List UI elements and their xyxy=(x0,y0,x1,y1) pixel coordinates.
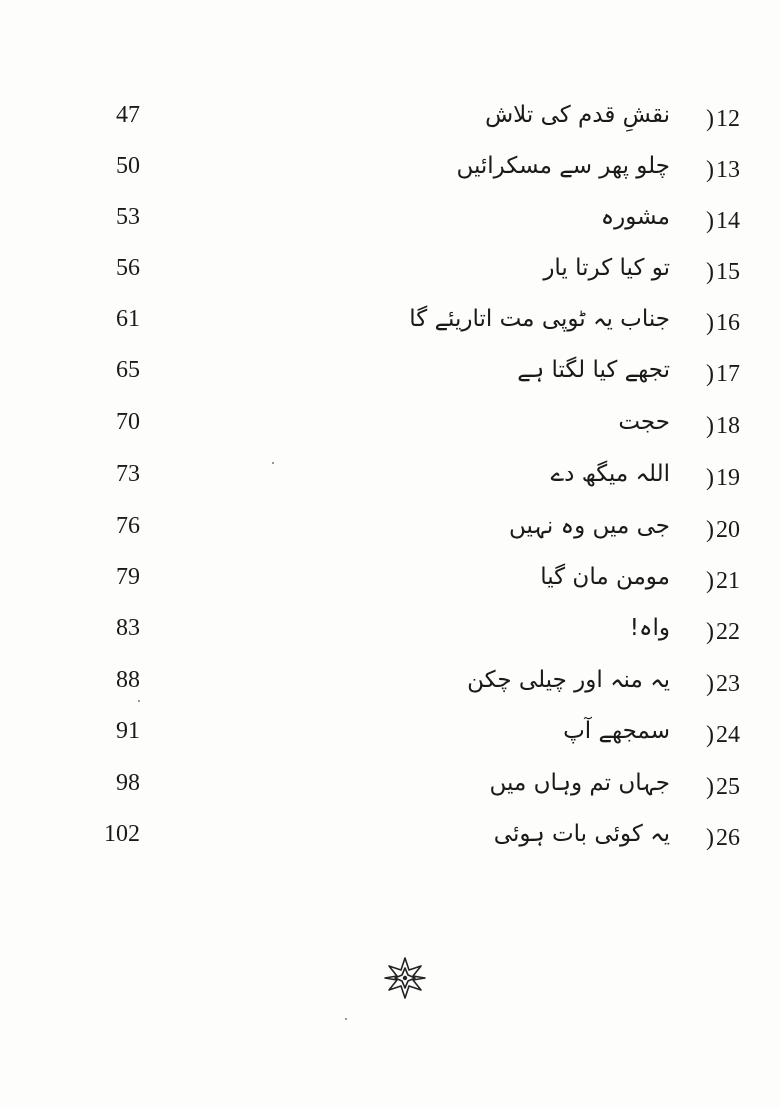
toc-entry xyxy=(0,766,780,814)
toc-entry-number-value: 14 xyxy=(716,208,740,234)
toc-entry-number-value: 24 xyxy=(716,722,740,748)
toc-entry-number xyxy=(680,671,740,698)
toc-entry-title: یہ کوئی بات ہوئی xyxy=(493,821,670,847)
toc-entry xyxy=(0,714,780,762)
toc-entry-paren: ) xyxy=(706,208,714,234)
toc-entry xyxy=(0,353,780,401)
toc-entry-paren: ) xyxy=(706,465,714,491)
toc-entry-number xyxy=(680,361,740,388)
toc-entry xyxy=(0,200,780,248)
toc-entry-number xyxy=(680,157,740,184)
toc-entry-title: جہاں تم وہاں میں xyxy=(489,770,670,796)
toc-entry-paren: ) xyxy=(706,106,714,132)
toc-entry-number xyxy=(680,722,740,749)
toc-page-number: 65 xyxy=(116,357,140,383)
toc-entry xyxy=(0,457,780,505)
toc-entry-title: مشورہ xyxy=(600,204,670,230)
toc-entry-paren: ) xyxy=(706,361,714,387)
toc-page-number: 83 xyxy=(116,615,140,641)
toc-entry-number xyxy=(680,259,740,286)
toc-entry-paren: ) xyxy=(706,671,714,697)
toc-entry-number-value: 23 xyxy=(716,671,740,697)
toc-page-number: 102 xyxy=(104,821,140,847)
toc-entry-paren: ) xyxy=(706,825,714,851)
toc-entry-title: واہ! xyxy=(629,615,670,641)
toc-entry-paren: ) xyxy=(706,568,714,594)
toc-entry-number-value: 17 xyxy=(716,361,740,387)
paper-speck xyxy=(272,462,274,464)
toc-entry-number xyxy=(680,774,740,801)
toc-entry-number-value: 18 xyxy=(716,413,740,439)
toc-entry-title: سمجھے آپ xyxy=(563,718,670,744)
toc-page-number: 56 xyxy=(116,255,140,281)
toc-entry-number-value: 16 xyxy=(716,310,740,336)
toc-entry-number xyxy=(680,465,740,492)
toc-entry-paren: ) xyxy=(706,722,714,748)
toc-entry-title: اللہ میگھ دے xyxy=(550,461,670,487)
toc-entry-number-value: 21 xyxy=(716,568,740,594)
star-ornament-icon xyxy=(383,956,427,1000)
toc-entry-paren: ) xyxy=(706,517,714,543)
toc-entry xyxy=(0,405,780,453)
toc-page-number: 61 xyxy=(116,306,140,332)
toc-entry-title: چلو پھر سے مسکرائیں xyxy=(456,153,670,179)
toc-entry-title: جی میں وہ نہیں xyxy=(509,513,670,539)
toc-entry xyxy=(0,98,780,146)
toc-entry-number xyxy=(680,106,740,133)
toc-entry-number-value: 19 xyxy=(716,465,740,491)
toc-entry-number-value: 25 xyxy=(716,774,740,800)
toc-entry-number xyxy=(680,568,740,595)
toc-entry xyxy=(0,149,780,197)
toc-page-number: 70 xyxy=(116,409,140,435)
toc-entry-number xyxy=(680,310,740,337)
toc-entry-paren: ) xyxy=(706,413,714,439)
toc-entry xyxy=(0,251,780,299)
toc-entry-title: تجھے کیا لگتا ہے xyxy=(517,357,670,383)
toc-entry-number xyxy=(680,825,740,852)
toc-entry-title: نقشِ قدم کی تلاش xyxy=(485,102,670,128)
toc-entry-title: جناب یہ ٹوپی مت اتاریئے گا xyxy=(409,306,670,332)
toc-entry xyxy=(0,611,780,659)
toc-entry-number xyxy=(680,619,740,646)
toc-entry xyxy=(0,560,780,608)
toc-page-number: 91 xyxy=(116,718,140,744)
toc-page-number: 50 xyxy=(116,153,140,179)
toc-page-number: 88 xyxy=(116,667,140,693)
toc-page-number: 79 xyxy=(116,564,140,590)
toc-entry-title: یہ منہ اور چیلی چکن xyxy=(467,667,670,693)
toc-entry-title: تو کیا کرتا یار xyxy=(543,255,670,281)
paper-speck xyxy=(345,1018,347,1020)
toc-entry-title: حجت xyxy=(618,409,670,435)
toc-entry-number xyxy=(680,517,740,544)
toc-entry-paren: ) xyxy=(706,310,714,336)
toc-entry xyxy=(0,302,780,350)
toc-entry-paren: ) xyxy=(706,259,714,285)
toc-entry-number-value: 12 xyxy=(716,106,740,132)
paper-speck xyxy=(138,700,140,702)
toc-entry-number xyxy=(680,208,740,235)
toc-entry-number-value: 20 xyxy=(716,517,740,543)
toc-page-number: 76 xyxy=(116,513,140,539)
toc-entry-paren: ) xyxy=(706,157,714,183)
toc-entry xyxy=(0,663,780,711)
toc-entry-number-value: 13 xyxy=(716,157,740,183)
toc-entry-paren: ) xyxy=(706,619,714,645)
toc-entry xyxy=(0,817,780,865)
toc-entry-number-value: 15 xyxy=(716,259,740,285)
toc-entry-title: مومن مان گیا xyxy=(540,564,670,590)
toc-entry xyxy=(0,509,780,557)
toc-page-number: 53 xyxy=(116,204,140,230)
toc-entry-paren: ) xyxy=(706,774,714,800)
toc-page-number: 73 xyxy=(116,461,140,487)
toc-entry-number-value: 22 xyxy=(716,619,740,645)
toc-page-number: 47 xyxy=(116,102,140,128)
toc-entry-number-value: 26 xyxy=(716,825,740,851)
toc-page-number: 98 xyxy=(116,770,140,796)
toc-entry-number xyxy=(680,413,740,440)
